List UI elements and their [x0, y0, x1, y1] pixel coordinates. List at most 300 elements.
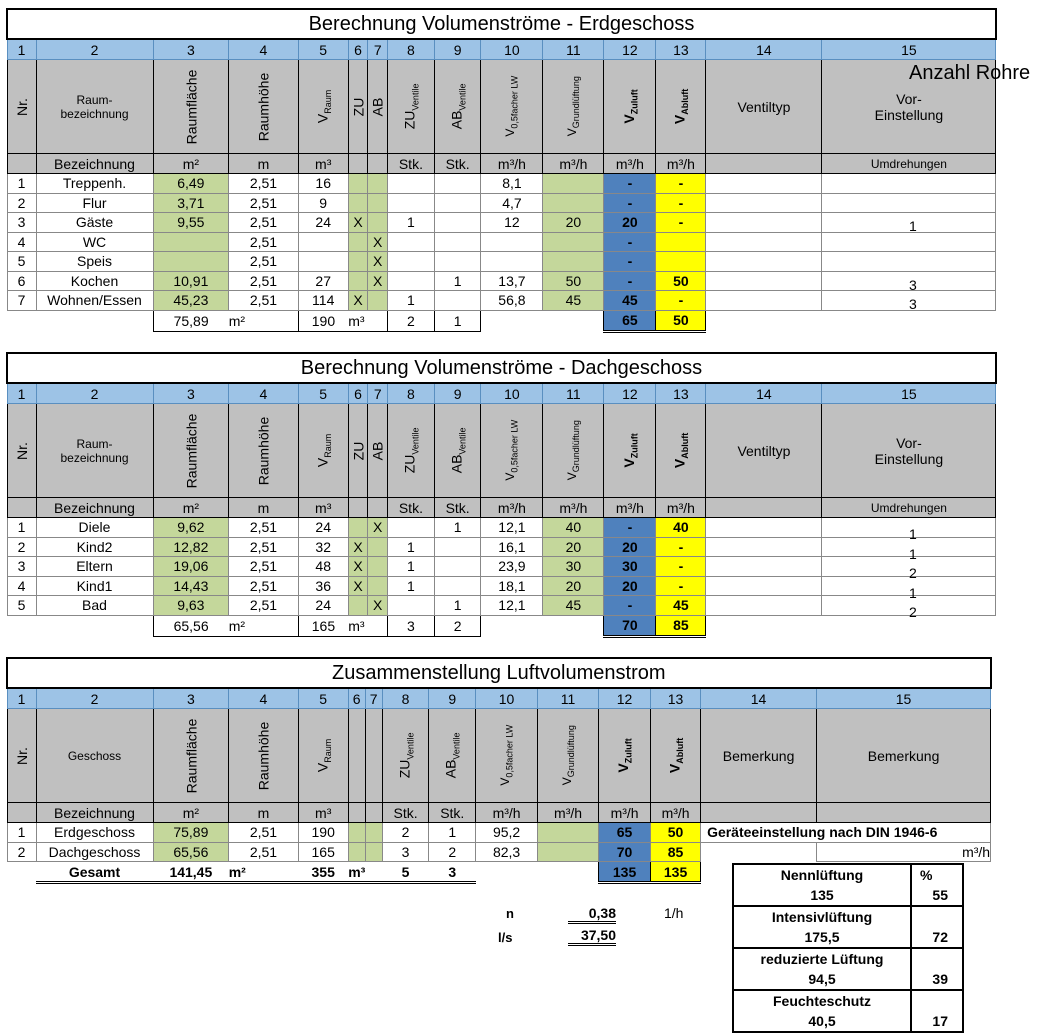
cell: m [229, 803, 299, 823]
n-label: n [506, 906, 514, 921]
cell: 45,23 [153, 291, 229, 311]
zu-ventile-header: $ZU_{Ventile}$ [396, 732, 415, 779]
cell: 2,51 [229, 213, 299, 233]
column-number: 4 [229, 39, 299, 60]
vraum-header: $V_{Raum}$ [313, 738, 333, 773]
table-row [7, 518, 996, 538]
cell: 82,3 [476, 842, 538, 862]
level-value: 135 [810, 887, 834, 903]
cell: - [604, 271, 656, 291]
cell [543, 174, 604, 194]
cell [348, 518, 368, 538]
table-row [7, 271, 996, 291]
column-number: 2 [36, 688, 153, 709]
cell: - [656, 193, 706, 213]
cell [656, 232, 706, 252]
cell: - [604, 518, 656, 538]
cell: Kind2 [36, 537, 153, 557]
cell: 24 [298, 213, 348, 233]
cell: 14,43 [153, 576, 229, 596]
cell [388, 232, 435, 252]
cell: 3 [388, 615, 435, 636]
cell [388, 596, 435, 616]
cell: 1 [434, 310, 481, 331]
cell: X [348, 576, 368, 596]
cell: - [604, 596, 656, 616]
cell: - [604, 174, 656, 194]
column-number: 12 [604, 39, 656, 60]
level-value: 94,5 [808, 971, 836, 987]
zu-ventile-header: $ZU_{Ventile}$ [401, 83, 421, 130]
dg-table: Berechnung Volumenströme - Dachgeschoss 1 2 3 4 5 6 7 8 9 10 11 12 13 14 15 Nr. Raum- bezeichnung Raumfläche Raumhöhe $V_{Raum}$ ZU AB $ZU_{Ventile}$ $AB_{Ventile}$ $V_{0,5facher LW}$ $V_{Grundlüftung}$ $V_{Zuluft}$ $V_{Abluft}$ Ventiltyp Vor- Einstellung Bezeichnung m² m m³ Stk. Stk. m³/h m³/h m³/h m³/h Umdrehungen 1 Diele 9,62 2,51 24 X 1 12,1 40 - 40 2 Kind2 12,82 2,51 32 X 1 16,1 20 20 - 3 Eltern 19,06 2,51 48 X 1 23,9 30 30 - 4 Kind1 14,43 2,51 36 X 1 18,1 20 20 - 5 Bad 9,63 2,51 24 X 1 12,1 45 - 45 65,56 m² 165 m³ 3 2 70 85 [6, 352, 997, 638]
column-number: 10 [481, 383, 543, 404]
column-number: 15 [822, 39, 996, 60]
nr-header: Nr. [13, 97, 30, 116]
raumflaeche-header: Raumfläche [182, 69, 199, 144]
cell: 1 [388, 576, 435, 596]
cell: Stk. [434, 498, 481, 518]
cell: 3 [429, 862, 476, 883]
cell [388, 252, 435, 272]
level-cell [733, 990, 911, 1032]
cell: 10,91 [153, 271, 229, 291]
cell: Stk. [382, 803, 429, 823]
cell: 18,1 [481, 576, 543, 596]
cell: 20 [543, 213, 604, 233]
cell: - [656, 291, 706, 311]
ab-ventile-header: $AB_{Ventile}$ [442, 732, 462, 779]
cell: 135 [651, 862, 701, 883]
column-number: 1 [7, 688, 36, 709]
cell: 3 [382, 842, 429, 862]
column-number: 9 [434, 39, 481, 60]
cell: 9,62 [153, 518, 229, 538]
cell [368, 576, 388, 596]
cell: 65 [599, 823, 651, 843]
column-number: 10 [476, 688, 538, 709]
raumhoehe-header: Raumhöhe [255, 72, 272, 141]
cell: X [348, 213, 368, 233]
cell: m [229, 154, 299, 174]
column-number: 14 [706, 39, 822, 60]
cell [153, 232, 229, 252]
nr-header: Nr. [13, 441, 30, 460]
cell: m³/h [604, 154, 656, 174]
cell: 75,89 [153, 823, 229, 843]
cell: Kind1 [36, 576, 153, 596]
table-row [7, 823, 991, 843]
cell: 4 [7, 576, 36, 596]
cell: 24 [298, 518, 348, 538]
cell [434, 252, 481, 272]
cell: 19,06 [153, 557, 229, 577]
cell: 6 [7, 271, 36, 291]
cell: 190 [298, 310, 348, 331]
v-grund-header: $V_{Grundlüftung}$ [559, 725, 577, 786]
column-number: 8 [382, 688, 429, 709]
cell: 95,2 [476, 823, 538, 843]
cell: 65,56 [153, 615, 229, 636]
cell: Umdrehungen [822, 498, 996, 518]
cell [434, 291, 481, 311]
cell [481, 232, 543, 252]
cell: 2,51 [229, 232, 299, 252]
cell: 2 [7, 193, 36, 213]
column-number: 3 [153, 39, 229, 60]
v-zuluft-header: $V_{Zuluft}$ [615, 738, 634, 773]
raumflaeche-header: Raumfläche [182, 718, 199, 793]
cell: X [348, 537, 368, 557]
cell: 20 [543, 576, 604, 596]
cell: 48 [298, 557, 348, 577]
cell: 2,51 [229, 252, 299, 272]
column-number: 4 [229, 383, 299, 404]
v-05-header: $V_{0,5facher LW}$ [503, 420, 521, 481]
column-number: 2 [36, 39, 153, 60]
cell: m³ [348, 615, 387, 636]
rohre-count: 1 [909, 545, 917, 562]
cell [434, 557, 481, 577]
cell: 1 [388, 537, 435, 557]
column-number: 2 [36, 383, 153, 404]
level-name: Intensivlüftung [771, 909, 873, 925]
column-number: 7 [368, 39, 388, 60]
cell: 50 [651, 823, 701, 843]
cell: X [368, 596, 388, 616]
rohre-count: 1 [909, 526, 917, 542]
cell [481, 252, 543, 272]
column-number: 14 [706, 383, 822, 404]
cell [543, 193, 604, 213]
cell: 1 [7, 174, 36, 194]
cell [543, 232, 604, 252]
cell [348, 232, 368, 252]
table-row [7, 252, 996, 272]
cell [388, 518, 435, 538]
level-percent: 17 [911, 990, 963, 1032]
cell: 1 [434, 518, 481, 538]
level-name: reduzierte Lüftung [760, 951, 884, 967]
cell: m³/h [543, 154, 604, 174]
level-value: 40,5 [808, 1013, 836, 1029]
zs-table: Zusammenstellung Luftvolumenstrom 1 2 3 4 5 6 7 8 9 10 11 12 13 14 15 Nr. Geschoss Raumfläche Raumhöhe $V_{Raum}$ $ZU_{Ventile}$ $AB_{Ventile}$ $V_{0,5facher LW}$ $V_{Grundlüftung}$ $V_{Zuluft}$ $V_{Abluft}$ Bemerkung Bemerkung Bezeichnung m² m m³ Stk. Stk. m³/h m³/h m³/h m³/h 1 Erdgeschoss 75,89 2,51 190 2 1 95,2 65 50 Geräteeinstellung nach DIN 1946-6 2 Dachgeschoss 65,56 2,51 165 3 2 82,3 70 85 m³/h Gesamt 141,45 m² 355 m³ 5 3 135 135 [6, 657, 992, 884]
cell: X [368, 252, 388, 272]
n-unit: 1/h [664, 905, 684, 921]
ab-header: AB [369, 97, 386, 116]
n-value: 0,38 [568, 905, 616, 924]
cell [434, 174, 481, 194]
column-number: 8 [388, 383, 435, 404]
cell: 2,51 [229, 193, 299, 213]
cell: 2,51 [229, 842, 299, 862]
cell [348, 193, 368, 213]
dachgeschoss-section [6, 352, 997, 638]
cell: 40 [656, 518, 706, 538]
cell [368, 557, 388, 577]
note-din: Geräteeinstellung nach DIN 1946-6 [701, 823, 991, 843]
cell: 135 [599, 862, 651, 883]
cell: m² [229, 310, 299, 331]
cell: 2,51 [229, 537, 299, 557]
cell: 9,55 [153, 213, 229, 233]
level-percent: 72 [911, 906, 963, 948]
cell: Dachgeschoss [36, 842, 153, 862]
cell: 36 [298, 576, 348, 596]
cell [434, 576, 481, 596]
cell: m³ [348, 310, 387, 331]
cell: X [348, 291, 368, 311]
column-number: 9 [434, 383, 481, 404]
cell: 165 [298, 842, 348, 862]
column-number: 11 [543, 39, 604, 60]
level-row [733, 864, 963, 906]
cell: 30 [604, 557, 656, 577]
ab-ventile-header: $AB_{Ventile}$ [448, 83, 468, 130]
column-number: 1 [7, 39, 36, 60]
cell: 70 [599, 842, 651, 862]
cell: 2 [7, 842, 36, 862]
cell: 24 [298, 596, 348, 616]
table-row [7, 557, 996, 577]
cell: 45 [604, 291, 656, 311]
ls-label: l/s [498, 930, 513, 945]
cell: 12,82 [153, 537, 229, 557]
cell: m³/h [651, 803, 701, 823]
cell: 1 [7, 518, 36, 538]
cell: 65,56 [153, 842, 229, 862]
cell: 1 [7, 823, 36, 843]
cell: 20 [604, 213, 656, 233]
cell: Gäste [36, 213, 153, 233]
level-percent: 39 [911, 948, 963, 990]
table-row [7, 174, 996, 194]
cell: m³/h [599, 803, 651, 823]
cell: Flur [36, 193, 153, 213]
column-number: 5 [298, 688, 348, 709]
cell: Erdgeschoss [36, 823, 153, 843]
cell: - [656, 537, 706, 557]
rohre-count: 2 [909, 565, 917, 581]
cell: 50 [656, 310, 706, 331]
lueftungsstufen-table [732, 863, 964, 1033]
level-name: Feuchteschutz [772, 993, 871, 1009]
cell: 3 [7, 557, 36, 577]
cell: - [656, 557, 706, 577]
cell: Kochen [36, 271, 153, 291]
anzahl-rohre-label: Anzahl Rohre [909, 62, 1031, 84]
cell: m³/h [656, 154, 706, 174]
cell: m³ [348, 862, 382, 883]
column-number: 6 [348, 383, 368, 404]
cell: 1 [388, 213, 435, 233]
column-number: 6 [348, 688, 365, 709]
cell [348, 271, 368, 291]
cell: 141,45 [153, 862, 229, 883]
cell [434, 232, 481, 252]
cell: m³/h [481, 498, 543, 518]
cell: Umdrehungen [822, 154, 996, 174]
cell: m³/h [656, 498, 706, 518]
column-number: 13 [656, 383, 706, 404]
cell: - [604, 193, 656, 213]
cell [368, 537, 388, 557]
cell: Wohnen/Essen [36, 291, 153, 311]
cell [434, 213, 481, 233]
table-row [7, 232, 996, 252]
cell: 1 [434, 271, 481, 291]
column-number: 15 [817, 688, 991, 709]
cell: 32 [298, 537, 348, 557]
cell [388, 271, 435, 291]
cell: 50 [543, 271, 604, 291]
v-05-header: $V_{0,5facher LW}$ [498, 725, 515, 786]
cell: 56,8 [481, 291, 543, 311]
cell: 6,49 [153, 174, 229, 194]
table-row [7, 291, 996, 311]
table-row [7, 193, 996, 213]
v-grund-header: $V_{Grundlüftung}$ [565, 76, 582, 137]
level-percent: % 55 [911, 864, 963, 906]
cell: 16 [298, 174, 348, 194]
level-row [733, 948, 963, 990]
cell: Stk. [388, 154, 435, 174]
section-title: Berechnung Volumenströme - Dachgeschoss [7, 353, 996, 383]
cell: Diele [36, 518, 153, 538]
cell [368, 174, 388, 194]
cell: 20 [604, 576, 656, 596]
cell: Speis [36, 252, 153, 272]
cell: X [368, 271, 388, 291]
zu-ventile-header: $ZU_{Ventile}$ [401, 427, 421, 474]
cell [388, 174, 435, 194]
v-zuluft-header: $V_{Zuluft}$ [620, 89, 640, 124]
cell: 9,63 [153, 596, 229, 616]
rohre-count: 1 [909, 584, 917, 601]
section-title: Berechnung Volumenströme - Erdgeschoss [7, 9, 996, 39]
cell: m [229, 498, 299, 518]
level-name: Nennlüftung [780, 867, 864, 883]
cell: 85 [651, 842, 701, 862]
column-number: 5 [298, 39, 348, 60]
cell: Gesamt [36, 862, 153, 883]
cell: 12 [481, 213, 543, 233]
cell: m² [229, 862, 299, 883]
cell: 2 [434, 615, 481, 636]
cell: m³/h [543, 498, 604, 518]
column-number: 12 [599, 688, 651, 709]
cell: 7 [7, 291, 36, 311]
v-abluft-header: $V_{Abluft}$ [671, 88, 691, 125]
cell: 23,9 [481, 557, 543, 577]
ab-header: AB [369, 441, 386, 460]
rohre-count: 2 [909, 604, 917, 620]
column-number: 4 [229, 688, 299, 709]
cell: 16,1 [481, 537, 543, 557]
section-title: Zusammenstellung Luftvolumenstrom [7, 658, 991, 688]
cell: 355 [298, 862, 348, 883]
level-cell [733, 864, 911, 906]
cell [434, 193, 481, 213]
cell: Treppenh. [36, 174, 153, 194]
cell [543, 252, 604, 272]
nr-header: Nr. [13, 746, 30, 765]
cell: 4 [7, 232, 36, 252]
cell: m² [229, 615, 299, 636]
cell: 45 [543, 291, 604, 311]
cell: 12,1 [481, 518, 543, 538]
cell: Bezeichnung [36, 803, 153, 823]
column-number: 11 [543, 383, 604, 404]
cell: Stk. [429, 803, 476, 823]
rohre-count: 3 [909, 296, 917, 312]
cell: 2 [388, 310, 435, 331]
vraum-header: $V_{Raum}$ [313, 89, 333, 124]
cell: 190 [298, 823, 348, 843]
cell: 3,71 [153, 193, 229, 213]
cell: X [368, 232, 388, 252]
column-number: 13 [651, 688, 701, 709]
cell: - [656, 213, 706, 233]
column-number: 12 [604, 383, 656, 404]
v-zuluft-header: $V_{Zuluft}$ [620, 433, 640, 468]
zu-header: ZU [350, 97, 367, 116]
cell [434, 537, 481, 557]
table-row [7, 576, 996, 596]
cell: 45 [656, 596, 706, 616]
sum-row [7, 615, 996, 636]
column-number: 5 [298, 383, 348, 404]
cell [368, 193, 388, 213]
cell [368, 213, 388, 233]
cell: 2 [7, 537, 36, 557]
cell: 2,51 [229, 576, 299, 596]
cell: m³/h [476, 803, 538, 823]
table-row [7, 537, 996, 557]
cell: 45 [543, 596, 604, 616]
cell: Stk. [434, 154, 481, 174]
column-number: 13 [656, 39, 706, 60]
cell [348, 252, 368, 272]
cell: m³ [298, 498, 348, 518]
cell: 5 [7, 596, 36, 616]
cell: m³/h [481, 154, 543, 174]
cell: 20 [543, 537, 604, 557]
column-number: 9 [429, 688, 476, 709]
ls-value: 37,50 [568, 927, 616, 946]
level-cell [733, 948, 911, 990]
cell: 85 [656, 615, 706, 636]
rohre-count: 3 [909, 276, 917, 293]
cell: 1 [429, 823, 476, 843]
cell: - [604, 252, 656, 272]
cell [298, 232, 348, 252]
cell: 2,51 [229, 596, 299, 616]
column-number: 14 [701, 688, 817, 709]
column-number: 3 [153, 383, 229, 404]
cell: m³/h [604, 498, 656, 518]
level-row [733, 906, 963, 948]
cell: 2,51 [229, 174, 299, 194]
cell [368, 291, 388, 311]
cell: 30 [543, 557, 604, 577]
cell: - [656, 576, 706, 596]
cell: Bezeichnung [36, 498, 153, 518]
eg-table: Berechnung Volumenströme - Erdgeschoss 1 2 3 4 5 6 7 8 9 10 11 12 13 14 15 Nr. Raum- bezeichnung Raumfläche Raumhöhe $V_{Raum}$ ZU AB $ZU_{Ventile}$ $AB_{Ventile}$ $V_{0,5facher LW}$ $V_{Grundlüftung}$ $V_{Zuluft}$ $V_{Abluft}$ Ventiltyp Vor- Einstellung Bezeichnung m² m m³ Stk. Stk. m³/h m³/h m³/h m³/h Umdrehungen 1 Treppenh. 6,49 2,51 16 8,1 - - 2 Flur 3,71 2,51 9 4,7 - - 3 Gäste 9,55 2,51 24 X 1 12 20 20 - 4 WC 2,51 X - 5 Speis 2,51 X - 6 Kochen 10,91 2,51 27 X 1 13,7 50 - 50 7 Wohnen/Essen 45,23 2,51 114 X 1 56,8 45 45 - 75,89 m² 190 m³ 2 1 65 50 [6, 8, 997, 333]
cell [153, 252, 229, 272]
cell: 65 [604, 310, 656, 331]
cell: 1 [388, 557, 435, 577]
cell: Bad [36, 596, 153, 616]
